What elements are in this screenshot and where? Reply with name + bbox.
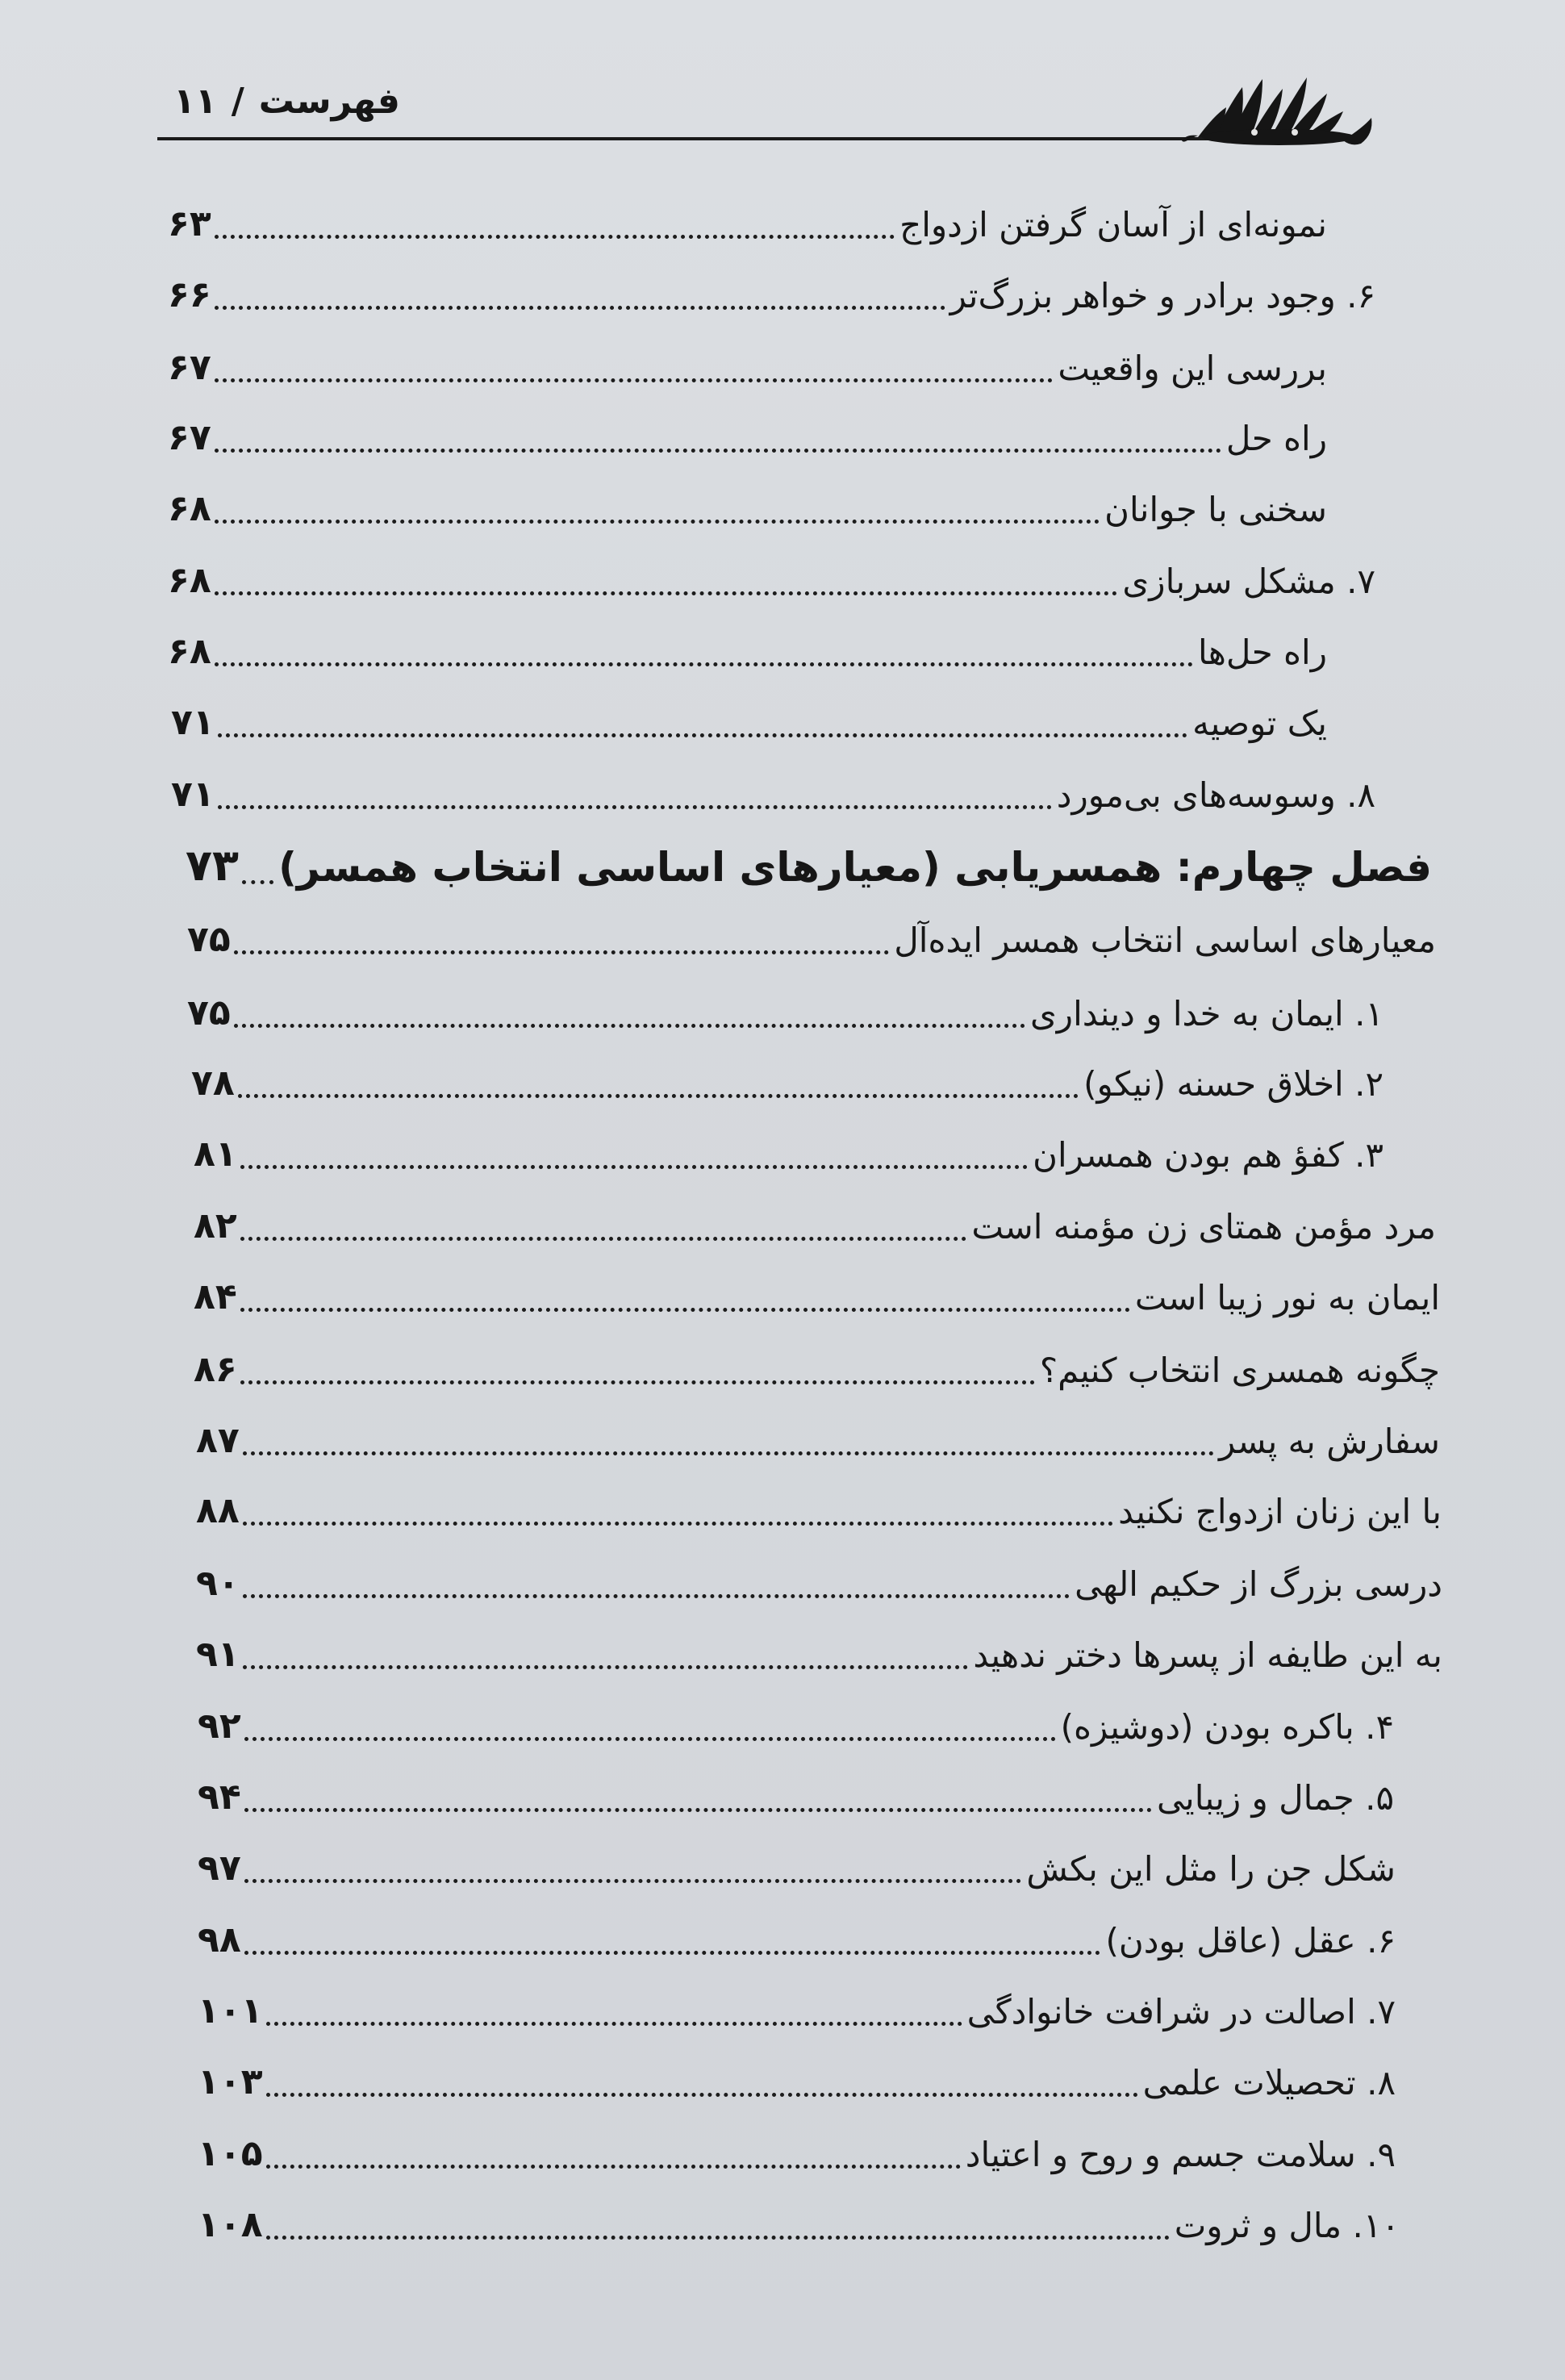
toc-entry-page-number: ۶۸ <box>168 488 211 529</box>
toc-entry-page-number: ۷۳ <box>186 840 239 891</box>
toc-entry-page-number: ۸۶ <box>194 1349 237 1390</box>
toc-entry-page-number: ۸۲ <box>194 1205 237 1246</box>
toc-entry-page-number: ۷۵ <box>187 919 231 960</box>
toc-entry-page-number: ۹۰ <box>196 1563 240 1604</box>
toc-entry-page-number: ۹۲ <box>198 1706 241 1747</box>
toc-entry[interactable] <box>171 684 1327 741</box>
toc-entry-title: درسی بزرگ از حکیم الهی <box>1075 1564 1442 1604</box>
toc-entry-page-number: ۶۷ <box>168 417 211 458</box>
toc-entry-title: بررسی این واقعیت <box>1058 349 1327 388</box>
dot-leader <box>244 1951 1101 1955</box>
dot-leader <box>238 1094 1079 1098</box>
toc-entry-title: سخنی با جوانان <box>1104 490 1327 529</box>
dot-leader <box>218 733 1187 737</box>
toc-entry[interactable] <box>171 756 1375 815</box>
toc-entry[interactable] <box>168 613 1327 670</box>
dot-leader <box>243 1665 969 1669</box>
toc-entry-page-number: ۶۸ <box>168 560 211 601</box>
toc-entry-title: سفارش به پسر <box>1218 1422 1440 1461</box>
toc-entry-page-number: ۸۱ <box>194 1134 237 1175</box>
dot-leader <box>242 880 273 884</box>
toc-entry-title: ۶. وجود برادر و خواهر بزرگ‌تر <box>949 276 1375 315</box>
toc-entry[interactable] <box>187 901 1436 958</box>
toc-entry-title: ۳. کفؤ هم بودن همسران <box>1033 1135 1383 1175</box>
dot-leader <box>266 2022 962 2026</box>
toc-entry[interactable] <box>187 975 1383 1031</box>
toc-entry-title: شکل جن را مثل این بکش <box>1026 1849 1396 1889</box>
dot-leader <box>215 449 1221 453</box>
dot-leader <box>244 1808 1152 1812</box>
toc-entry[interactable] <box>198 1759 1394 1818</box>
toc-entry-page-number: ۸۴ <box>194 1276 237 1317</box>
toc-entry-title: راه حل‌ها <box>1197 633 1327 672</box>
toc-entry-title: ۴. باکره بودن (دوشیزه) <box>1060 1707 1394 1747</box>
toc-entry[interactable] <box>196 1472 1442 1529</box>
toc-entry[interactable] <box>196 1616 1442 1675</box>
dot-leader <box>234 1024 1025 1028</box>
dot-leader <box>215 662 1193 666</box>
dot-leader <box>215 520 1100 524</box>
toc-entry[interactable] <box>168 186 1327 242</box>
dot-leader <box>240 1308 1130 1312</box>
toc-entry[interactable] <box>168 542 1375 599</box>
floral-ornament-icon <box>1182 71 1375 148</box>
dot-leader <box>218 805 1052 809</box>
toc-entry-page-number: ۸۷ <box>196 1420 240 1461</box>
toc-entry-page-number: ۹۸ <box>198 1919 241 1960</box>
toc-entry-page-number: ۷۵ <box>187 992 231 1033</box>
page-header <box>157 71 1375 144</box>
header-rule <box>157 137 1234 140</box>
toc-entry[interactable] <box>196 1402 1440 1459</box>
toc-entry-page-number: ۶۷ <box>168 347 211 388</box>
toc-entry-page-number: ۶۸ <box>168 631 211 672</box>
toc-entry-title: نمونه‌ای از آسان گرفتن ازدواج <box>899 205 1327 244</box>
toc-entry-page-number: ۸۸ <box>196 1490 240 1531</box>
toc-chapter-entry[interactable] <box>186 831 1432 891</box>
dot-leader <box>240 1165 1028 1169</box>
toc-entry-page-number: ۶۶ <box>168 274 211 315</box>
header-separator: / <box>231 81 244 122</box>
toc-entry[interactable] <box>198 2044 1396 2100</box>
toc-entry-page-number: ۹۷ <box>198 1848 241 1889</box>
toc-entry-page-number: ۱۰۳ <box>198 2061 263 2102</box>
toc-entry[interactable] <box>198 1902 1396 1958</box>
toc-entry-title: ۷. اصالت در شرافت خانوادگی <box>966 1992 1396 2031</box>
dot-leader <box>215 235 895 239</box>
toc-entry-title: یک توصیه <box>1192 704 1327 743</box>
header-page-number: ۱۱ <box>173 81 217 122</box>
toc-entry[interactable] <box>194 1188 1436 1244</box>
toc-entry-page-number: ۷۱ <box>171 774 215 815</box>
toc-entry-title: ۱. ایمان به خدا و دینداری <box>1029 994 1383 1033</box>
toc-entry-title: با این زنان ازدواج نکنید <box>1118 1492 1442 1531</box>
toc-entry-page-number: ۱۰۱ <box>198 1990 263 2031</box>
toc-entry-page-number: ۷۸ <box>191 1063 235 1104</box>
toc-entry-title: ایمان به نور زیبا است <box>1134 1278 1440 1317</box>
header-title: فهرست <box>258 81 400 122</box>
dot-leader <box>266 2093 1138 2097</box>
dot-leader <box>215 306 945 310</box>
toc-entry-page-number: ۱۰۵ <box>198 2133 263 2174</box>
toc-entry-title: مرد مؤمن همتای زن مؤمنه است <box>971 1207 1436 1246</box>
toc-entry[interactable] <box>198 1973 1396 2029</box>
toc-entry[interactable] <box>168 329 1327 386</box>
toc-entry-page-number: ۱۰۸ <box>198 2204 263 2245</box>
toc-entry-page-number: ۷۱ <box>171 702 215 743</box>
toc-entry[interactable] <box>194 1116 1383 1175</box>
toc-entry-page-number: ۹۴ <box>198 1777 241 1818</box>
toc-entry[interactable] <box>198 2115 1396 2172</box>
toc-entry[interactable] <box>168 399 1327 456</box>
toc-entry-title: ۶. عقل (عاقل بودن) <box>1105 1921 1396 1960</box>
toc-entry-title: ۹. سلامت جسم و روح و اعتیاد <box>965 2135 1396 2174</box>
dot-leader <box>266 2165 961 2169</box>
dot-leader <box>215 378 1054 382</box>
toc-entry-title: فصل چهارم: همسریابی (معیارهای اساسی انتخاب همسر) <box>278 844 1432 891</box>
toc-entry[interactable] <box>194 1259 1440 1315</box>
dot-leader <box>243 1522 1113 1526</box>
toc-entry-title: به این طایفه از پسرها دختر ندهید <box>973 1635 1442 1675</box>
running-head <box>173 81 400 122</box>
toc-entry-title: راه حل <box>1225 419 1327 458</box>
toc-entry[interactable] <box>198 1830 1396 1889</box>
dot-leader <box>240 1380 1035 1384</box>
dot-leader <box>234 950 890 954</box>
toc-entry[interactable] <box>168 257 1375 313</box>
toc-entry[interactable] <box>198 2186 1400 2243</box>
toc-entry-title: چگونه همسری انتخاب کنیم؟ <box>1039 1351 1440 1390</box>
toc-entry-title: ۱۰. مال و ثروت <box>1174 2206 1400 2245</box>
dot-leader <box>240 1237 967 1241</box>
toc-entry-title: ۲. اخلاق حسنه (نیکو) <box>1083 1064 1383 1104</box>
toc-entry-title: ۸. وسوسه‌های بی‌مورد <box>1056 775 1375 815</box>
dot-leader <box>266 2236 1170 2240</box>
toc-entry[interactable] <box>198 1688 1394 1747</box>
toc-entry[interactable] <box>191 1045 1383 1104</box>
toc-entry[interactable] <box>196 1545 1442 1604</box>
dot-leader <box>243 1451 1214 1455</box>
toc-entry[interactable] <box>168 470 1327 527</box>
toc-entry-title: ۷. مشکل سربازی <box>1122 562 1375 601</box>
dot-leader <box>243 1594 1070 1598</box>
toc-entry-page-number: ۶۳ <box>168 203 211 244</box>
dot-leader <box>244 1879 1022 1883</box>
toc-entry-title: ۵. جمال و زیبایی <box>1157 1778 1394 1818</box>
toc-entry-title: ۸. تحصیلات علمی <box>1142 2063 1396 2102</box>
toc-entry-title: معیارهای اساسی انتخاب همسر ایده‌آل <box>894 921 1436 960</box>
toc-entry-page-number: ۹۱ <box>196 1634 240 1675</box>
dot-leader <box>244 1737 1056 1741</box>
dot-leader <box>215 591 1118 595</box>
toc-entry[interactable] <box>194 1331 1440 1388</box>
